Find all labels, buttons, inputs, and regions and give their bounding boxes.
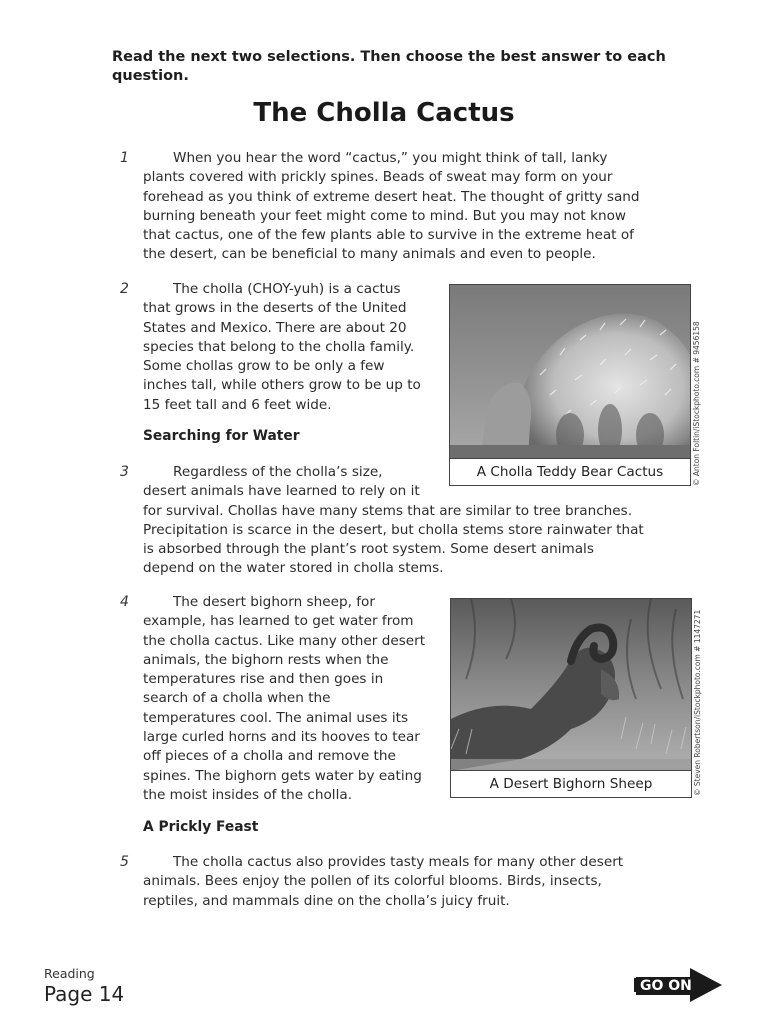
paragraph-line: States and Mexico. There are about 20 <box>143 319 407 336</box>
paragraph-line: temperatures cool. The animal uses its <box>143 709 409 726</box>
paragraph-line: desert animals have learned to rely on it <box>143 483 420 500</box>
photo-credit: © Steven Robertson/iStockphoto.com # 1147271 <box>693 609 702 796</box>
go-on-label: GO ON <box>636 977 696 995</box>
paragraph-line: temperatures rise and then goes in <box>143 671 384 688</box>
paragraph-line: off pieces of a cholla and remove the <box>143 748 396 765</box>
page-title: The Cholla Cactus <box>253 98 515 128</box>
paragraph-line: When you hear the word “cactus,” you might think of tall, lanky <box>173 150 608 166</box>
paragraph-line: reptiles, and mammals dine on the cholla’s juicy fruit. <box>143 892 510 909</box>
paragraph-line: The cholla cactus also provides tasty meals for many other desert <box>173 854 624 870</box>
paragraph-number: 2 <box>120 281 129 297</box>
instructions: Read the next two selections. Then choose the best answer to each question. <box>112 49 666 84</box>
cactus-photo <box>449 284 691 486</box>
section-heading: A Prickly Feast <box>143 819 259 835</box>
paragraph-line: Regardless of the cholla’s size, <box>173 464 383 480</box>
paragraph-line: that grows in the deserts of the United <box>143 300 407 317</box>
paragraph-number: 4 <box>120 594 129 610</box>
paragraph-1 <box>143 149 703 265</box>
paragraph-line: depend on the water stored in cholla stems. <box>143 560 444 577</box>
paragraph-line: The cholla (CHOY-yuh) is a cactus <box>173 281 401 297</box>
cactus-caption: A Cholla Teddy Bear Cactus <box>450 458 690 485</box>
go-on-arrow <box>634 968 722 1002</box>
paragraph-line: forehead as you think of extreme desert heat. The thought of gritty sand <box>143 188 640 205</box>
cactus-image <box>450 285 690 459</box>
paragraph-number: 5 <box>120 854 129 870</box>
paragraph-line: animals, the bighorn rests when the <box>143 651 389 668</box>
page-number: Page 14 <box>44 982 125 1006</box>
paragraph-line: large curled horns and its hooves to tear <box>143 729 420 746</box>
paragraph-line: burning beneath your feet might come to mind. But you may not know <box>143 207 627 224</box>
sheep-caption: A Desert Bighorn Sheep <box>451 770 691 797</box>
paragraph-number: 1 <box>120 150 129 166</box>
photo-credit: © Anton Foltin/iStockphoto.com # 9456158 <box>692 321 701 486</box>
paragraph-line: the moist insides of the cholla. <box>143 786 353 803</box>
paragraph-number: 3 <box>120 464 129 480</box>
paragraph-line: 15 feet tall and 6 feet wide. <box>143 396 332 413</box>
paragraph-line: inches tall, while others grow to be up to <box>143 377 421 394</box>
footer-subject: Reading <box>44 966 95 981</box>
paragraph-line: spines. The bighorn gets water by eating <box>143 767 422 784</box>
paragraph-line: search of a cholla when the <box>143 690 331 707</box>
paragraph-line: animals. Bees enjoy the pollen of its colorful blooms. Birds, insects, <box>143 873 602 890</box>
paragraph-line: the cholla cactus. Like many other desert <box>143 632 426 649</box>
paragraph-line: that cactus, one of the few plants able to survive in the extreme heat of <box>143 227 634 244</box>
paragraph-line: Some chollas grow to be only a few <box>143 358 385 375</box>
paragraph-line: the desert, can be beneficial to many animals and even to people. <box>143 246 596 263</box>
paragraph-line: example, has learned to get water from <box>143 613 414 630</box>
paragraph-4 <box>143 593 443 805</box>
paragraph-2 <box>143 280 443 415</box>
sheep-image <box>451 599 691 771</box>
paragraph-line: plants covered with prickly spines. Beads of sweat may form on your <box>143 169 613 186</box>
sheep-photo <box>450 598 692 798</box>
paragraph-5 <box>143 853 703 911</box>
paragraph-line: species that belong to the cholla family. <box>143 338 415 355</box>
paragraph-line: The desert bighorn sheep, for <box>173 594 375 610</box>
paragraph-line: for survival. Chollas have many stems that are similar to tree branches. <box>143 502 633 519</box>
paragraph-line: Precipitation is scarce in the desert, but cholla stems store rainwater that <box>143 521 644 538</box>
paragraph-line: is absorbed through the plant’s root system. Some desert animals <box>143 541 594 558</box>
section-heading: Searching for Water <box>143 428 300 444</box>
